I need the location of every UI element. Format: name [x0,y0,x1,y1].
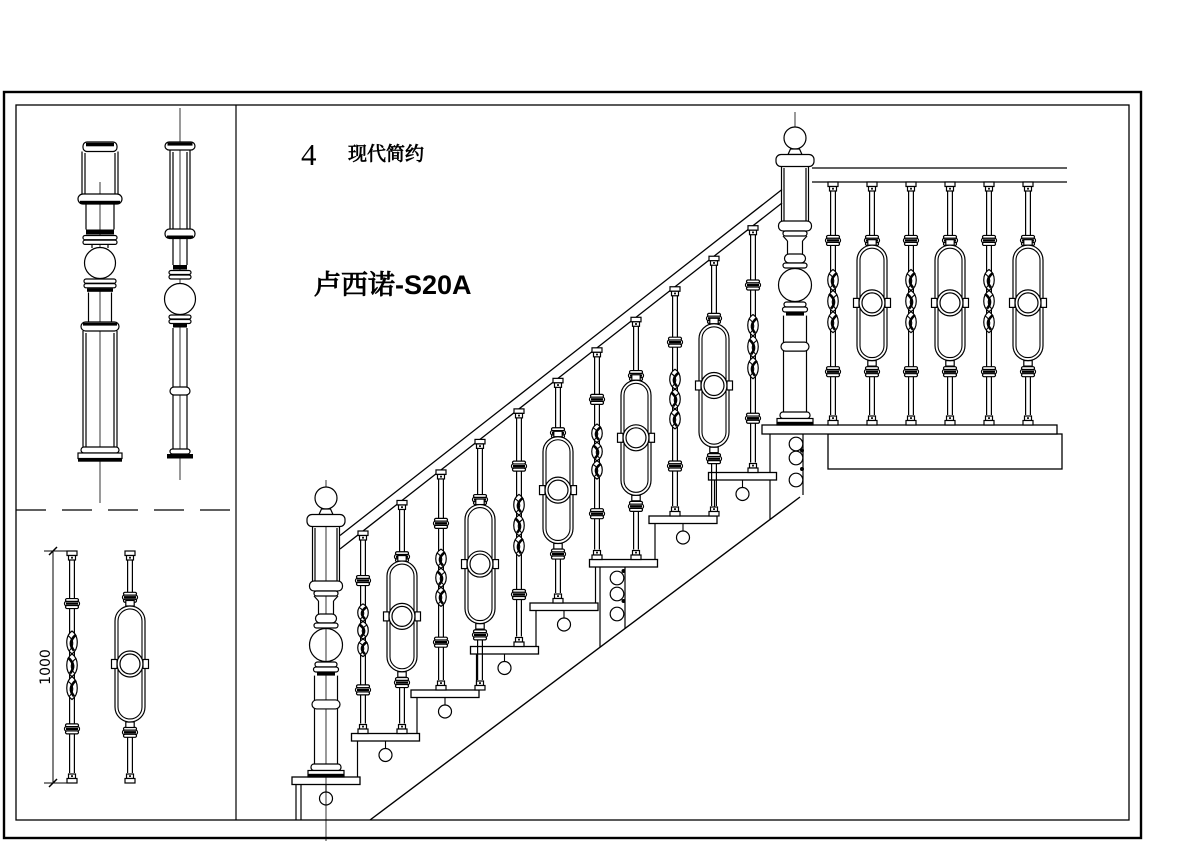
staircase [292,112,1067,841]
item-number-label: 4 [301,137,317,172]
product-code-label: 卢西诺-S20A [314,270,472,300]
twist-baluster-detail [65,551,80,783]
dimension-text: 1000 [38,649,54,685]
style-name-label: 现代简约 [348,144,425,165]
post-detail-b [165,108,196,480]
oval-baluster-detail [112,551,149,783]
post-detail-a [78,142,122,503]
